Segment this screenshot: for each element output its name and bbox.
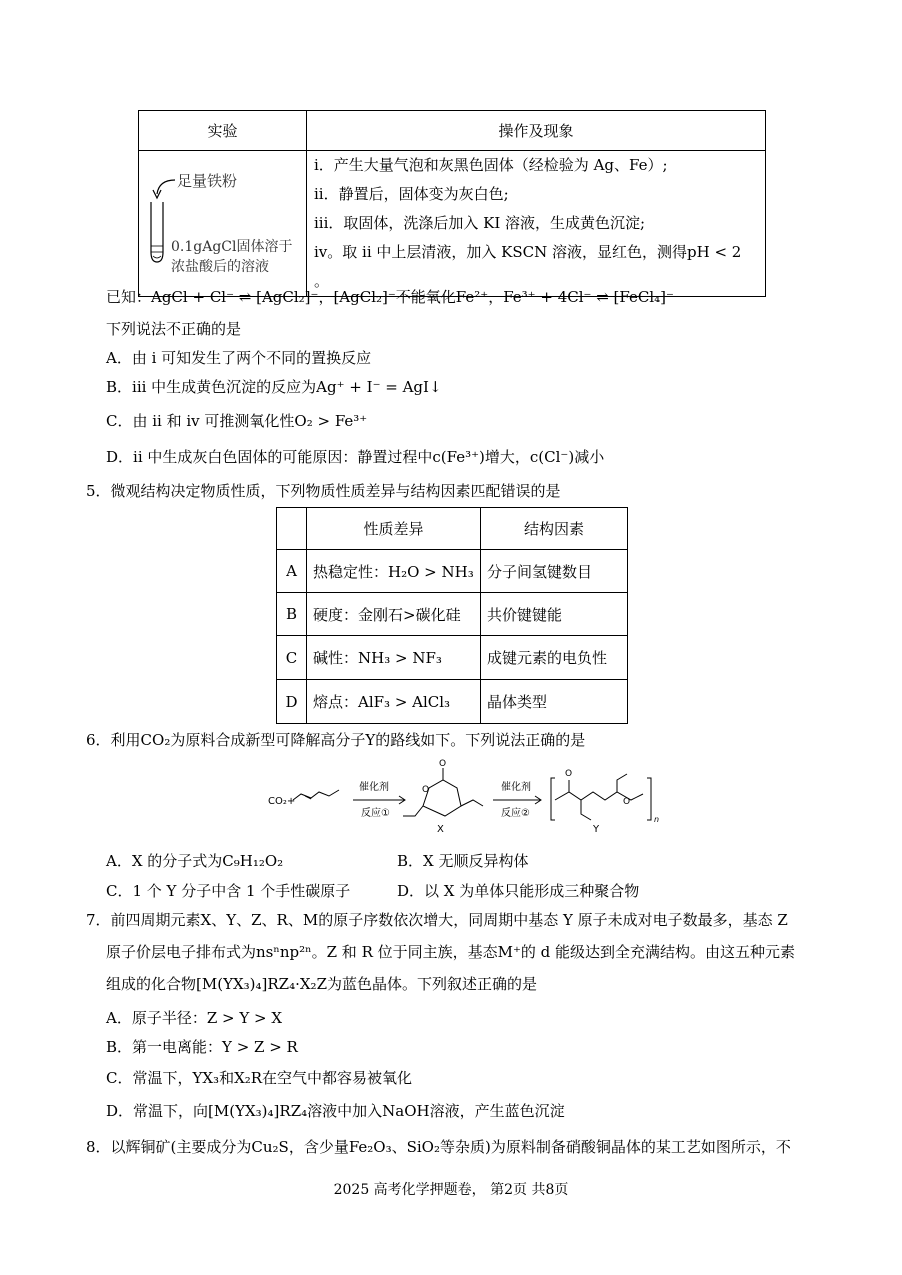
bracket-left [551,778,555,820]
q5-stem: 5．微观结构决定物质性质，下列物质性质差异与结构因素匹配错误的是 [86,482,561,500]
step-iii: iii．取固体，洗涤后加入 KI 溶液，生成黄色沉淀; [314,214,646,232]
butadiene [293,790,339,800]
reaction-scheme [265,756,665,838]
step-2-label: 反应② [501,808,530,819]
q8-line-1: 8．以辉铜矿(主要成分为Cu₂S，含少量Fe₂O₃、SiO₂等杂质)为原料制备硝酸铜晶体的某工艺如图所示，不 [86,1138,791,1156]
structure-table [276,507,628,724]
row-factor-c: 成键元素的电负性 [481,636,628,680]
q4-known: 已知：AgCl + Cl⁻ ⇌ [AgCl₂]⁻，[AgCl₂]⁻不能氧化Fe²⁺，Fe³⁺ + 4Cl⁻ ⇌ [FeCl₄]⁻ [106,288,674,306]
co2-reactant: CO₂+ [268,796,296,807]
solution-label-2: 浓盐酸后的溶液 [171,258,269,275]
row-property-b: 硬度：金刚石>碳化硅 [307,593,481,636]
q6-option-a: A．X 的分子式为C₉H₁₂O₂ [106,852,284,870]
q7-option-c: C．常温下，YX₃和X₂R在空气中都容易被氧化 [106,1069,413,1087]
iron-powder-label: 足量铁粉 [177,171,238,190]
test-tube [151,202,163,262]
page-footer: 2025 高考化学押题卷， 第2页 共8页 [333,1182,569,1198]
header-factor: 结构因素 [481,508,628,550]
row-property-a: 热稳定性：H₂O > NH₃ [307,550,481,593]
experiment-table [138,110,766,297]
carbonyl-o: O [439,759,447,769]
table-header-experiment: 实验 [139,111,307,151]
step-1-label: 反应① [361,808,390,819]
q6-option-c: C．1 个 Y 分子中含 1 个手性碳原子 [106,882,351,900]
row-factor-a: 分子间氢键数目 [481,550,628,593]
q7-option-a: A．原子半径：Z > Y > X [106,1009,283,1027]
q7-option-b: B．第一电离能：Y > Z > R [106,1038,298,1056]
step-i: i．产生大量气泡和灰黑色固体（经检验为 Ag、Fe）; [314,156,668,174]
reaction-scheme-svg [265,756,665,838]
step-iv: iv。取 ii 中上层清液，加入 KSCN 溶液，显红色，测得pH < 2 。 [314,243,742,290]
catalyst-2: 催化剂 [501,782,531,793]
q4-option-c: C．由 ii 和 iv 可推测氧化性O₂ > Fe³⁺ [106,412,368,430]
q7-line-2: 原子价层电子排布式为nsⁿnp²ⁿ。Z 和 R 位于同主族，基态M⁺的 d 能级达到全充满结构。由这五种元素 [106,943,796,961]
row-property-c: 碱性：NH₃ > NF₃ [307,636,481,680]
row-label-b: B [277,593,307,636]
polymer-carbonyl-o: O [565,769,573,779]
q6-stem: 6．利用CO₂为原料合成新型可降解高分子Y的路线如下。下列说法正确的是 [86,731,586,749]
q7-option-d: D．常温下，向[M(YX₃)₄]RZ₄溶液中加入NaOH溶液，产生蓝色沉淀 [106,1102,565,1120]
q6-option-b: B．X 无顺反异构体 [397,852,529,870]
table-header-operation: 操作及现象 [307,111,766,151]
q7-line-3: 组成的化合物[M(YX₃)₄]RZ₄·X₂Z为蓝色晶体。下列叙述正确的是 [106,975,537,993]
step-ii: ii．静置后，固体变为灰白色; [314,185,509,203]
operation-steps-cell [307,151,766,297]
catalyst-1: 催化剂 [359,782,389,793]
row-label-c: C [277,636,307,680]
row-label-d: D [277,680,307,724]
row-factor-b: 共价键键能 [481,593,628,636]
row-label-a: A [277,550,307,593]
bracket-right [647,778,651,820]
q4-option-d: D．ii 中生成灰白色固体的可能原因：静置过程中c(Fe³⁺)增大，c(Cl⁻)减小 [106,448,605,466]
polymer-ether-o: O [623,797,631,807]
row-property-d: 熔点：AlF₃ > AlCl₃ [307,680,481,724]
q4-stem: 下列说法不正确的是 [106,320,242,338]
experiment-diagram-cell [139,151,307,297]
q4-option-b: B．iii 中生成黄色沉淀的反应为Ag⁺ + I⁻ = AgI↓ [106,378,442,396]
q6-option-d: D．以 X 为单体只能形成三种聚合物 [397,882,640,900]
solution-label-1: 0.1gAgCl固体溶于 [171,238,293,255]
subscript-n: n [654,815,660,824]
ring-o: O [422,785,430,795]
label-x: X [437,824,444,835]
header-property: 性质差异 [307,508,481,550]
label-y: Y [593,824,600,835]
q4-option-a: A．由 i 可知发生了两个不同的置换反应 [106,349,372,367]
q7-line-1: 7．前四周期元素X、Y、Z、R、M的原子序数依次增大，同周期中基态 Y 原子未成对电子数最多，基态 Z [86,911,788,929]
row-factor-d: 晶体类型 [481,680,628,724]
